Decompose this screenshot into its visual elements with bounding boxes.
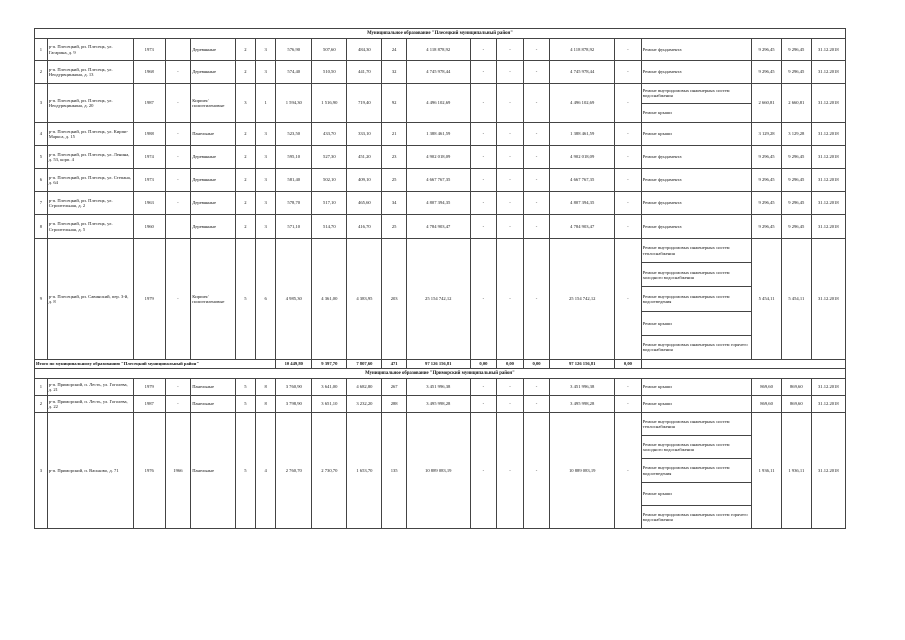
address-cell: р-п. Плесецкий, рп. Плесецк, ул. Ленина, д. 53, корп. 4 <box>47 146 133 169</box>
fund-cell: - <box>523 61 550 84</box>
entrances-cell: 3 <box>256 192 276 215</box>
fund-cell: - <box>523 413 550 529</box>
fund-cell: - <box>470 379 497 396</box>
fund-sum: 0,00 <box>523 360 550 369</box>
work-types-cell <box>641 84 752 123</box>
residents-cell: 34 <box>382 192 406 215</box>
deadline-cell: 31.12.2018 <box>811 239 845 360</box>
repair-year-cell: - <box>165 61 191 84</box>
unit-cost-cell: 9 296,45 <box>752 39 782 61</box>
entrances-cell: 1 <box>256 84 276 123</box>
fund-cell: - <box>470 215 497 239</box>
capital-repair-table <box>34 28 846 529</box>
year-cell: 1987 <box>133 396 165 413</box>
deadline-cell: 31.12.2018 <box>811 192 845 215</box>
fund-cell: - <box>470 396 497 413</box>
row-number: 6 <box>35 169 48 192</box>
table-row <box>35 215 846 239</box>
unit-cost-cell: 9 296,45 <box>752 61 782 84</box>
cost-cell: 3 451 996,38 <box>406 379 470 396</box>
work-type-cell: Ремонт фундамента <box>641 61 752 84</box>
address-cell: р-п. Плесецкий, рп. Плесецк, ул. Строительная, д. 2 <box>47 192 133 215</box>
section-header-row <box>35 29 846 39</box>
total-area-cell: 581,40 <box>276 169 312 192</box>
wall-material-cell: Деревянные <box>191 39 236 61</box>
max-unit-cost-cell: 9 296,45 <box>781 39 811 61</box>
deadline-cell: 31.12.2018 <box>811 61 845 84</box>
table-row <box>35 169 846 192</box>
table-row <box>35 239 846 360</box>
fund-cell: - <box>470 146 497 169</box>
residents-sum: 471 <box>382 360 406 369</box>
floors-cell: 2 <box>235 215 255 239</box>
fund-cell: - <box>470 239 497 360</box>
max-unit-cost-cell: 869,60 <box>781 396 811 413</box>
cost-cell: 4 118 878,92 <box>406 39 470 61</box>
table-row <box>35 379 846 396</box>
fund-cell: - <box>615 396 642 413</box>
owners-funds-cell: 3 495 998,28 <box>550 396 615 413</box>
work-type-cell: Ремонт крыши <box>641 396 752 413</box>
unit-cost-cell: 9 296,45 <box>752 215 782 239</box>
entrances-cell: 3 <box>256 169 276 192</box>
fund-cell: - <box>497 413 524 529</box>
max-unit-cost-cell: 9 296,45 <box>781 192 811 215</box>
entrances-cell: 3 <box>256 215 276 239</box>
floors-cell: 2 <box>235 39 255 61</box>
address-cell: р-п. Плесецкий, рп. Плесецк, ул. Кирпи-Маркса, д. 15 <box>47 123 133 146</box>
fund-cell: - <box>615 215 642 239</box>
residential-area-cell: 416,70 <box>347 215 382 239</box>
address-cell: р-п. Плесецкий, рп. Плесецк, ул. Неодурвцинкина, д. 13 <box>47 61 133 84</box>
section-header: Муниципальное образование "Приморский муниципальный район" <box>35 369 846 379</box>
floors-cell: 2 <box>235 61 255 84</box>
owners-funds-cell: 4 667 767,35 <box>550 169 615 192</box>
deadline-cell: 31.12.2018 <box>811 215 845 239</box>
work-type: Ремонт внутридомовых инженерных систем теплоснабжения <box>642 239 752 263</box>
deadline-cell: 31.12.2018 <box>811 169 845 192</box>
total-area-cell: 3 798,90 <box>276 396 312 413</box>
deadline-cell: 31.12.2018 <box>811 379 845 396</box>
unit-cost-cell: 9 296,45 <box>752 146 782 169</box>
address-cell: р-п. Приморский, п. Лесть, ул. Гоголева, д. 21 <box>47 379 133 396</box>
unit-cost-cell: 1 936,11 <box>752 413 782 529</box>
entrances-cell: 3 <box>256 61 276 84</box>
table-row <box>35 84 846 123</box>
work-type: Ремонт внутридомовых инженерных систем водоотведения <box>642 287 752 311</box>
cost-cell: 4 667 767,35 <box>406 169 470 192</box>
residents-cell: 135 <box>382 413 406 529</box>
fund-cell: - <box>523 215 550 239</box>
row-number: 1 <box>35 379 48 396</box>
cost-cell: 10 889 083,19 <box>406 413 470 529</box>
residential-area-cell: 4 682,80 <box>347 379 382 396</box>
work-type: Ремонт внутридомовых инженерных систем холодного водоснабжения <box>642 436 752 459</box>
premises-area-cell: 3 651,10 <box>312 396 347 413</box>
deadline-cell: 31.12.2018 <box>811 84 845 123</box>
deadline-cell: 31.12.2018 <box>811 39 845 61</box>
max-unit-cost-cell: 1 936,11 <box>781 413 811 529</box>
residents-cell: 25 <box>382 169 406 192</box>
fund-cell: - <box>523 192 550 215</box>
total-area-cell: 1 594,30 <box>276 84 312 123</box>
residential-area-cell: 4 383,95 <box>347 239 382 360</box>
row-number: 2 <box>35 61 48 84</box>
work-type-cell: Ремонт фундамента <box>641 215 752 239</box>
cost-cell: 1 388 461,59 <box>406 123 470 146</box>
total-area-cell: 574,40 <box>276 61 312 84</box>
repair-year-cell: 1966 <box>165 413 191 529</box>
row-number: 3 <box>35 413 48 529</box>
total-area-cell: 3 760,90 <box>276 379 312 396</box>
fund-cell: - <box>497 123 524 146</box>
work-type: Ремонт крыши <box>642 483 752 506</box>
floors-cell: 3 <box>235 84 255 123</box>
repair-year-cell: - <box>165 123 191 146</box>
fund-cell: - <box>497 84 524 123</box>
residents-cell: 21 <box>382 123 406 146</box>
work-type-cell: Ремонт фундамента <box>641 192 752 215</box>
row-number: 7 <box>35 192 48 215</box>
total-area-sum: 10 449,80 <box>276 360 312 369</box>
work-types-cell <box>641 413 752 529</box>
fund-cell: - <box>523 123 550 146</box>
row-number: 2 <box>35 396 48 413</box>
entrances-cell: 8 <box>256 396 276 413</box>
fund-cell: - <box>615 61 642 84</box>
wall-material-cell: Панельные <box>191 379 236 396</box>
residents-cell: 267 <box>382 379 406 396</box>
work-type: Ремонт внутридомовых инженерных систем водоотведения <box>642 459 752 482</box>
address-cell: р-п. Плесецкий, рп. Плесецк, ул. Степана, д. 64 <box>47 169 133 192</box>
table-row <box>35 61 846 84</box>
premises-area-cell: 527,30 <box>312 146 347 169</box>
premises-area-cell: 502,10 <box>312 169 347 192</box>
address-cell: р-п. Приморский, п. Лесть, ул. Гоголева, д. 22 <box>47 396 133 413</box>
entrances-cell: 3 <box>256 123 276 146</box>
max-unit-cost-cell: 9 296,45 <box>781 169 811 192</box>
cost-cell: 4 745 978,44 <box>406 61 470 84</box>
table-row <box>35 39 846 61</box>
unit-cost-cell: 869,60 <box>752 379 782 396</box>
fund-cell: - <box>523 39 550 61</box>
registry-sheet <box>34 28 846 529</box>
year-cell: 1963 <box>133 192 165 215</box>
floors-cell: 2 <box>235 169 255 192</box>
total-area-cell: 595,10 <box>276 146 312 169</box>
address-cell: р-п. Плесецкий, рп. Плесецк, ул. Строительная, д. 5 <box>47 215 133 239</box>
deadline-cell: 31.12.2018 <box>811 123 845 146</box>
residents-cell: 23 <box>382 146 406 169</box>
wall-material-cell: Кирпич/ полиэтиленовые <box>191 84 236 123</box>
entrances-cell: 4 <box>256 413 276 529</box>
premises-area-cell: 507,60 <box>312 39 347 61</box>
work-type-cell: Ремонт фундамента <box>641 39 752 61</box>
wall-material-cell: Деревянные <box>191 146 236 169</box>
deadline-cell: 31.12.2018 <box>811 413 845 529</box>
fund-cell: - <box>523 84 550 123</box>
repair-year-cell: - <box>165 169 191 192</box>
table-row <box>35 413 846 529</box>
cost-cell: 4 496 102,69 <box>406 84 470 123</box>
total-row <box>35 360 846 369</box>
unit-cost-cell: 9 296,45 <box>752 169 782 192</box>
fund-cell: - <box>497 146 524 169</box>
address-cell: р-п. Плесецкий, рп. Плесецк, ул. Гагарина, д. 9 <box>47 39 133 61</box>
premises-area-cell: 433,70 <box>312 123 347 146</box>
total-area-cell: 523,50 <box>276 123 312 146</box>
year-cell: 1976 <box>133 413 165 529</box>
table-row <box>35 396 846 413</box>
owners-funds-cell: 4 745 978,44 <box>550 61 615 84</box>
work-type: Ремонт внутридомовых инженерных систем горячего водоснабжения <box>642 342 748 353</box>
residential-area-cell: 1 653,70 <box>347 413 382 529</box>
wall-material-cell: Панельные <box>191 413 236 529</box>
owners-funds-cell: 10 889 083,19 <box>550 413 615 529</box>
owners-funds-cell: 4 784 903,47 <box>550 215 615 239</box>
owners-funds-cell: 4 902 018,09 <box>550 146 615 169</box>
work-type: Ремонт крыши <box>642 110 672 116</box>
work-type: Ремонт внутридомовых инженерных систем холодного водоснабжения <box>642 263 752 287</box>
work-type: Ремонт внутридомовых инженерных систем горячего водоснабжения <box>642 511 748 522</box>
wall-material-cell: Деревянные <box>191 215 236 239</box>
fund-cell: - <box>470 61 497 84</box>
total-area-cell: 578,70 <box>276 192 312 215</box>
total-area-cell: 4 985,30 <box>276 239 312 360</box>
owners-funds-cell: 4 496 102,69 <box>550 84 615 123</box>
row-number: 5 <box>35 146 48 169</box>
fund-cell: - <box>497 61 524 84</box>
owners-funds-cell: 4 118 878,92 <box>550 39 615 61</box>
fund-cell: - <box>470 39 497 61</box>
fund-cell: - <box>615 146 642 169</box>
premises-area-cell: 1 516,90 <box>312 84 347 123</box>
floors-cell: 2 <box>235 146 255 169</box>
wall-material-cell: Деревянные <box>191 192 236 215</box>
cost-cell: 4 807 394,35 <box>406 192 470 215</box>
address-cell: р-п. Плесецкий, рп. Савинский, пер. 3-й, д. 8 <box>47 239 133 360</box>
fund-cell: - <box>615 39 642 61</box>
fund-cell: - <box>615 379 642 396</box>
fund-cell: - <box>497 239 524 360</box>
year-cell: 1968 <box>133 61 165 84</box>
unit-cost-cell: 3 129,28 <box>752 123 782 146</box>
work-type: Ремонт внутридомовых инженерных систем теплоснабжения <box>642 413 752 436</box>
premises-area-cell: 3 641,00 <box>312 379 347 396</box>
max-unit-cost-cell: 5 454,11 <box>781 239 811 360</box>
repair-year-cell: - <box>165 239 191 360</box>
residents-cell: 92 <box>382 84 406 123</box>
row-number: 1 <box>35 39 48 61</box>
premises-area-cell: 4 361,00 <box>312 239 347 360</box>
owners-funds-cell: 3 451 996,38 <box>550 379 615 396</box>
repair-year-cell: - <box>165 192 191 215</box>
total-area-cell: 571,10 <box>276 215 312 239</box>
work-type-cell: Ремонт крыши <box>641 379 752 396</box>
unit-cost-cell: 9 296,45 <box>752 192 782 215</box>
premises-area-cell: 2 730,70 <box>312 413 347 529</box>
residential-area-cell: 441,70 <box>347 61 382 84</box>
max-unit-cost-cell: 2 660,81 <box>781 84 811 123</box>
wall-material-cell: Панельные <box>191 396 236 413</box>
unit-cost-cell: 2 660,81 <box>752 84 782 123</box>
owners-funds-cell: 1 388 461,59 <box>550 123 615 146</box>
row-number: 8 <box>35 215 48 239</box>
cost-sum: 97 126 156,81 <box>406 360 470 369</box>
floors-cell: 5 <box>235 239 255 360</box>
work-type-cell: Ремонт фундамента <box>641 169 752 192</box>
wall-material-cell: Деревянные <box>191 61 236 84</box>
repair-year-cell <box>165 39 191 61</box>
max-unit-cost-cell: 3 129,28 <box>781 123 811 146</box>
row-number: 4 <box>35 123 48 146</box>
fund-sum: 0,00 <box>615 360 642 369</box>
residents-cell: 32 <box>382 61 406 84</box>
floors-cell: 2 <box>235 192 255 215</box>
year-cell: 1979 <box>133 239 165 360</box>
empty-cell <box>641 360 845 369</box>
owners-funds-sum: 97 126 156,81 <box>550 360 615 369</box>
floors-cell: 2 <box>235 123 255 146</box>
address-cell: р-п. Приморский, п. Васьково, д. 71 <box>47 413 133 529</box>
wall-material-cell: Деревянные <box>191 169 236 192</box>
year-cell: 1974 <box>133 146 165 169</box>
cost-cell: 4 784 903,47 <box>406 215 470 239</box>
work-type: Ремонт крыши <box>642 312 752 336</box>
table-row <box>35 123 846 146</box>
deadline-cell: 31.12.2018 <box>811 396 845 413</box>
total-label: Итого по муниципальному образованию "Плесецкий муниципальный район" <box>35 360 276 369</box>
fund-cell: - <box>497 379 524 396</box>
fund-cell: - <box>615 413 642 529</box>
total-area-cell: 576,90 <box>276 39 312 61</box>
fund-cell: - <box>523 169 550 192</box>
fund-cell: - <box>470 413 497 529</box>
floors-cell: 5 <box>235 413 255 529</box>
residents-cell: 24 <box>382 39 406 61</box>
repair-year-cell: - <box>165 396 191 413</box>
wall-material-cell: Кирпич/ полиэтиленовые <box>191 239 236 360</box>
fund-cell: - <box>523 146 550 169</box>
entrances-cell: 6 <box>256 239 276 360</box>
fund-cell: - <box>470 169 497 192</box>
repair-year-cell <box>165 215 191 239</box>
year-cell: 1973 <box>133 39 165 61</box>
year-cell: 1987 <box>133 84 165 123</box>
year-cell: 1979 <box>133 379 165 396</box>
fund-cell: - <box>497 215 524 239</box>
table-row <box>35 192 846 215</box>
residents-cell: 288 <box>382 396 406 413</box>
section-header-row <box>35 369 846 379</box>
cost-cell: 4 902 018,09 <box>406 146 470 169</box>
owners-funds-cell: 25 154 742,12 <box>550 239 615 360</box>
work-type: Ремонт внутридомовых инженерных систем водоснабжения <box>642 84 752 104</box>
fund-cell: - <box>523 239 550 360</box>
work-type-cell: Ремонт крыши <box>641 123 752 146</box>
deadline-cell: 31.12.2018 <box>811 146 845 169</box>
year-cell: 1973 <box>133 169 165 192</box>
repair-year-cell: - <box>165 146 191 169</box>
total-area-cell: 2 760,70 <box>276 413 312 529</box>
residents-cell: 203 <box>382 239 406 360</box>
fund-cell: - <box>470 192 497 215</box>
unit-cost-cell: 5 454,11 <box>752 239 782 360</box>
max-unit-cost-cell: 9 296,45 <box>781 215 811 239</box>
fund-cell: - <box>497 396 524 413</box>
work-types-cell <box>641 239 752 360</box>
residents-cell: 25 <box>382 215 406 239</box>
cost-cell: 3 495 998,28 <box>406 396 470 413</box>
fund-cell: - <box>615 84 642 123</box>
premises-area-cell: 510,50 <box>312 61 347 84</box>
fund-cell: - <box>523 379 550 396</box>
unit-cost-cell: 869,60 <box>752 396 782 413</box>
row-number: 3 <box>35 84 48 123</box>
fund-cell: - <box>615 169 642 192</box>
table-row <box>35 146 846 169</box>
fund-cell: - <box>615 192 642 215</box>
residential-area-cell: 465,60 <box>347 192 382 215</box>
fund-cell: - <box>523 396 550 413</box>
max-unit-cost-cell: 9 296,45 <box>781 61 811 84</box>
entrances-cell: 3 <box>256 39 276 61</box>
cost-cell: 25 154 742,12 <box>406 239 470 360</box>
residential-area-cell: 333,10 <box>347 123 382 146</box>
premises-area-sum: 9 397,70 <box>312 360 347 369</box>
fund-sum: 0,00 <box>470 360 497 369</box>
max-unit-cost-cell: 869,60 <box>781 379 811 396</box>
section-header: Муниципальное образование "Плесецкий муниципальный район" <box>35 29 846 39</box>
year-cell: 1988 <box>133 123 165 146</box>
address-cell: р-п. Плесецкий, рп. Плесецк, ул. Неодурвцинкина, д. 20 <box>47 84 133 123</box>
max-unit-cost-cell: 9 296,45 <box>781 146 811 169</box>
entrances-cell: 3 <box>256 146 276 169</box>
entrances-cell: 8 <box>256 379 276 396</box>
year-cell: 1960 <box>133 215 165 239</box>
work-type-cell: Ремонт фундамента <box>641 146 752 169</box>
residential-area-sum: 7 807,60 <box>347 360 382 369</box>
fund-cell: - <box>615 239 642 360</box>
floors-cell: 5 <box>235 396 255 413</box>
residential-area-cell: 409,10 <box>347 169 382 192</box>
residential-area-cell: 719,40 <box>347 84 382 123</box>
premises-area-cell: 514,70 <box>312 215 347 239</box>
row-number: 9 <box>35 239 48 360</box>
floors-cell: 5 <box>235 379 255 396</box>
fund-cell: - <box>497 192 524 215</box>
fund-cell: - <box>497 39 524 61</box>
premises-area-cell: 517,10 <box>312 192 347 215</box>
residential-area-cell: 484,30 <box>347 39 382 61</box>
fund-cell: - <box>615 123 642 146</box>
fund-cell: - <box>470 123 497 146</box>
fund-cell: - <box>470 84 497 123</box>
residential-area-cell: 3 232,20 <box>347 396 382 413</box>
fund-sum: 0,00 <box>497 360 524 369</box>
residential-area-cell: 451,20 <box>347 146 382 169</box>
repair-year-cell: - <box>165 379 191 396</box>
owners-funds-cell: 4 807 394,35 <box>550 192 615 215</box>
fund-cell: - <box>497 169 524 192</box>
wall-material-cell: Панельные <box>191 123 236 146</box>
repair-year-cell: - <box>165 84 191 123</box>
